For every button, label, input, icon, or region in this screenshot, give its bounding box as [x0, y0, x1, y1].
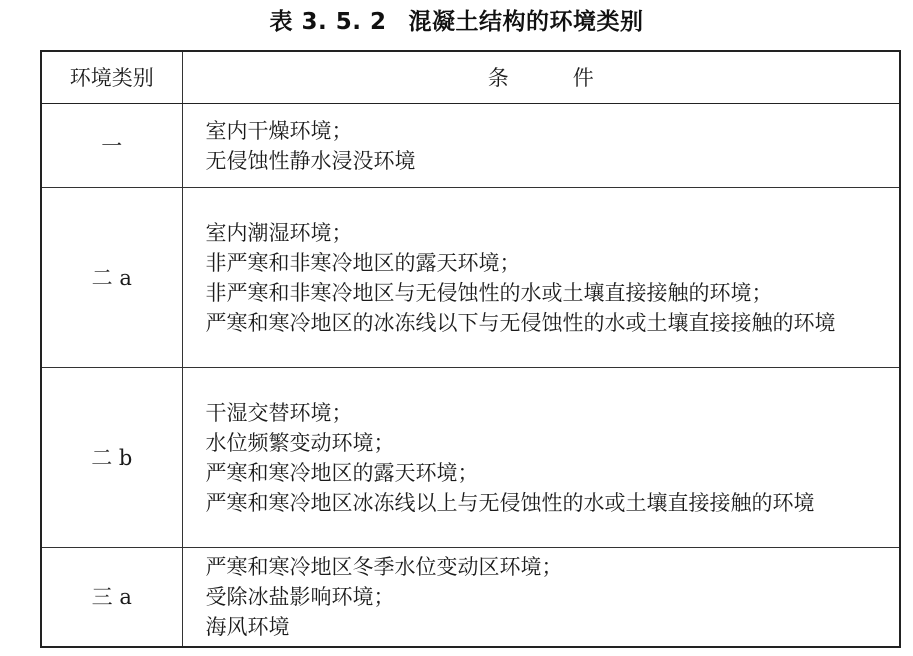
header-condition-label: 条件 [487, 65, 658, 90]
condition-line: 非严寒和非寒冷地区的露天环境； [205, 250, 521, 275]
table-caption: 混凝土结构的环境类别 [408, 9, 644, 35]
condition-line: 受除冰盐影响环境； [205, 584, 395, 609]
condition-cell [182, 104, 900, 188]
condition-line: 海风环境 [205, 614, 290, 639]
table-row [41, 104, 900, 188]
category-cell: 二 a [41, 188, 182, 368]
category-cell: 三 a [41, 548, 182, 647]
table-row [41, 368, 900, 548]
condition-cell [182, 548, 900, 647]
condition-line: 室内潮湿环境； [205, 220, 353, 245]
header-category: 环境类别 [41, 51, 182, 104]
header-row [41, 51, 900, 104]
table-number: 表 3. 5. 2 [269, 9, 387, 35]
condition-line: 干湿交替环境； [205, 400, 353, 425]
condition-line: 严寒和寒冷地区的露天环境； [205, 460, 479, 485]
table-row [41, 548, 900, 647]
condition-line: 水位频繁变动环境； [205, 430, 395, 455]
condition-line: 室内干燥环境； [205, 118, 353, 143]
table-row [41, 188, 900, 368]
category-cell: 一 [41, 104, 182, 188]
condition-line: 严寒和寒冷地区的冰冻线以下与无侵蚀性的水或土壤直接接触的环境 [205, 310, 836, 335]
condition-line: 无侵蚀性静水浸没环境 [205, 148, 416, 173]
header-condition [182, 51, 900, 104]
condition-cell [182, 188, 900, 368]
table-title [0, 6, 913, 38]
condition-cell [182, 368, 900, 548]
condition-line: 非严寒和非寒冷地区与无侵蚀性的水或土壤直接接触的环境； [205, 280, 773, 305]
condition-line: 严寒和寒冷地区冬季水位变动区环境； [205, 554, 563, 579]
category-cell: 二 b [41, 368, 182, 548]
environment-category-table [40, 50, 901, 648]
condition-line: 严寒和寒冷地区冰冻线以上与无侵蚀性的水或土壤直接接触的环境 [205, 490, 815, 515]
